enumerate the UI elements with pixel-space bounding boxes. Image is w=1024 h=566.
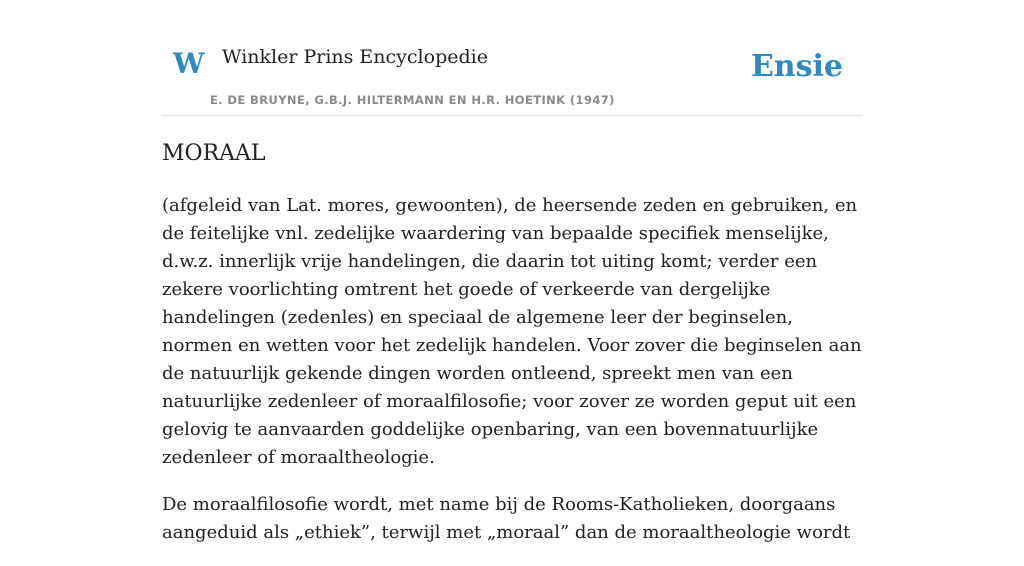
article-paragraph: De moraalfilosofie wordt, met name bij de Rooms-Katholieken, doorgaans aangeduid als „ethiek”, terwijl met „moraal” dan de moraaltheologie wordt	[162, 494, 851, 543]
ensie-brand-logo[interactable]: Ensie	[750, 49, 843, 84]
article-body	[162, 192, 862, 566]
site-header	[162, 0, 862, 116]
article-title: MORAAL	[162, 141, 266, 166]
article-authors: E. DE BRUYNE, G.B.J. HILTERMANN EN H.R. HOETINK (1947)	[210, 93, 615, 107]
winkler-prins-logo-icon[interactable]: W	[173, 47, 205, 80]
article-paragraph: (afgeleid van Lat. mores, gewoonten), de heersende zeden en gebruiken, en de feitelijke vnl. zedelijke waardering van bepaalde specifiek menselijke, d.w.z. innerlijk vrije handelingen, die daarin tot uiting komt; verder een zekere voorlichting omtrent het goede of verkeerde van dergelijke handelingen (zedenles) en speciaal de algemene leer der beginselen, normen en wetten voor het zedelijk handelen. Voor zover die beginselen aan de natuurlijk gekende dingen worden ontleend, spreekt men van een natuurlijke zedenleer of moraalfilosofie; voor zover ze worden geput uit een gelovig te aanvaarden goddelijke openbaring, van een bovennatuurlijke zedenleer of moraaltheologie.	[162, 195, 862, 468]
encyclopedia-title[interactable]: Winkler Prins Encyclopedie	[222, 46, 488, 68]
